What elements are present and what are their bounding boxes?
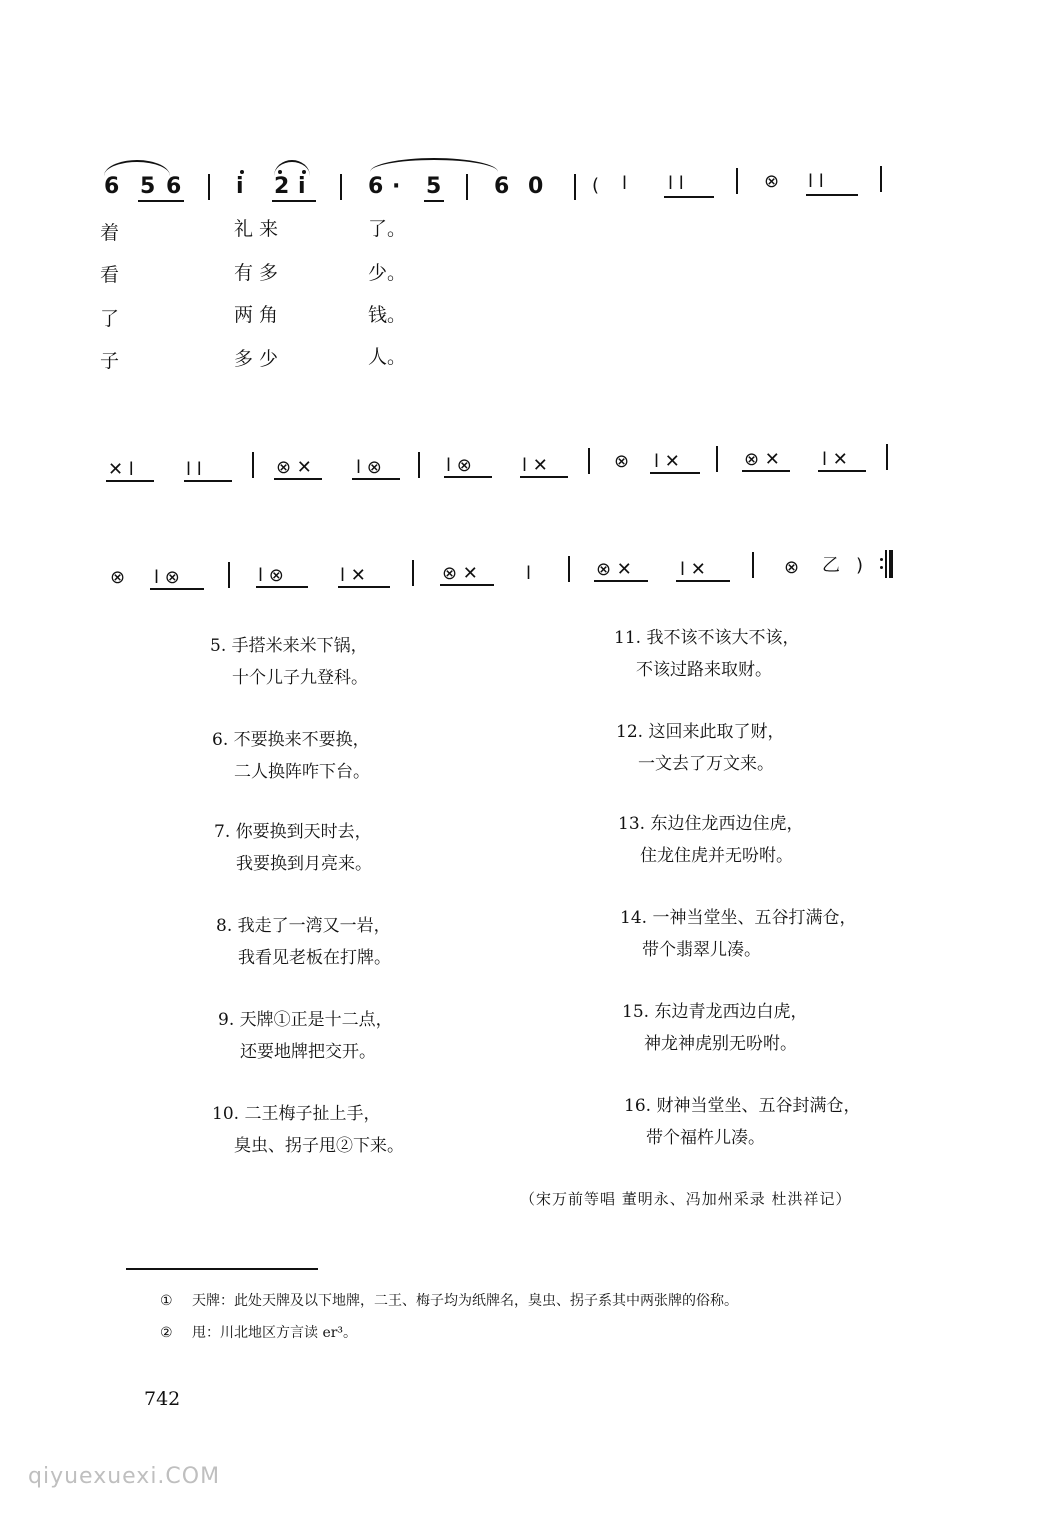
perc-mark: ✕ l <box>108 459 134 480</box>
perc-mark: l ⊗ <box>446 455 472 476</box>
underline <box>444 476 492 478</box>
underline <box>806 194 858 196</box>
underline <box>272 200 316 202</box>
note: 5 <box>140 174 156 199</box>
paren-close: ) <box>856 555 864 576</box>
lyric-char: 子 <box>100 350 120 372</box>
verse-line: 不该过路来取财。 <box>636 660 772 680</box>
paren-open: ( <box>592 175 600 196</box>
verse <box>614 622 799 686</box>
verse-line: 14. 一神当堂坐、五谷打满仓， <box>620 908 857 928</box>
verse-line: 带个福杵儿凑。 <box>646 1128 765 1148</box>
footnote <box>160 1322 357 1342</box>
slur <box>370 158 498 172</box>
barline <box>418 452 420 478</box>
barline <box>752 552 754 578</box>
footnote-number: ② <box>160 1325 173 1341</box>
note: i <box>298 174 306 199</box>
perc-mark: ⊗ ✕ <box>276 457 312 478</box>
verse-line: 9. 天牌①正是十二点， <box>218 1010 393 1030</box>
verse-line: 15. 东边青龙西边白虎， <box>622 1002 808 1022</box>
lyric-char: 看 <box>100 264 120 286</box>
lyric-char: 人。 <box>368 346 407 368</box>
note: 0 <box>528 174 544 199</box>
perc-mark: ⊗ <box>764 171 780 192</box>
perc-mark: l l <box>186 459 202 480</box>
verse-line: 6. 不要换来不要换， <box>212 730 370 750</box>
underline <box>150 588 204 590</box>
high-dot <box>240 170 244 174</box>
note: 6 <box>368 174 384 199</box>
verse-line: 11. 我不该不该大不该， <box>614 628 800 648</box>
note: 5 <box>426 174 442 199</box>
perc-mark: l l <box>668 173 684 194</box>
lyric-char: 少。 <box>368 262 407 284</box>
perc-mark: l ✕ <box>654 451 680 472</box>
barline <box>412 560 414 586</box>
underline <box>818 470 866 472</box>
underline <box>664 196 714 198</box>
note: 6 <box>166 174 182 199</box>
perc-mark: ⊗ ✕ <box>442 563 478 584</box>
barline <box>252 452 254 478</box>
high-dot <box>302 170 306 174</box>
verse <box>212 1098 404 1162</box>
verse <box>210 630 368 694</box>
perc-mark: l ⊗ <box>258 565 284 586</box>
perc-mark: l <box>622 173 628 194</box>
final-barline <box>880 550 894 578</box>
verse <box>624 1090 860 1154</box>
footnote-text: 甩：川北地区方言读 er³。 <box>192 1325 358 1341</box>
perc-mark: l ✕ <box>340 565 366 586</box>
underline <box>520 476 568 478</box>
verse <box>620 902 856 966</box>
barline <box>574 174 576 200</box>
underline <box>440 584 494 586</box>
underline <box>352 478 400 480</box>
barline <box>588 448 590 474</box>
underline <box>274 478 322 480</box>
verse-line: 13. 东边住龙西边住虎， <box>618 814 804 834</box>
verse-line: 带个翡翠儿凑。 <box>642 940 761 960</box>
perc-mark: l ✕ <box>522 455 548 476</box>
verse-line: 一文去了万文来。 <box>638 754 774 774</box>
verse-line: 我看见老板在打牌。 <box>238 948 391 968</box>
barline <box>466 174 468 200</box>
underline <box>594 580 648 582</box>
watermark: qiyuexuexi.COM <box>28 1464 221 1489</box>
lyric-char: 钱。 <box>368 304 407 326</box>
verse-line: 5. 手搭米来米下锅， <box>210 636 368 656</box>
footnote-number: ① <box>160 1293 173 1309</box>
verse <box>216 910 391 974</box>
note: i <box>236 174 244 199</box>
high-dot <box>278 170 282 174</box>
verse-line: 我要换到月亮来。 <box>236 854 372 874</box>
underline <box>256 586 308 588</box>
verse <box>622 996 807 1060</box>
perc-mark: ⊗ <box>784 557 800 578</box>
note: 6 <box>494 174 510 199</box>
note: · <box>392 174 401 199</box>
barline <box>208 174 210 200</box>
verse-line: 神龙神虎别无吩咐。 <box>644 1034 797 1054</box>
perc-mark: l <box>526 563 532 584</box>
underline <box>424 200 444 202</box>
lyric-char: 着 <box>100 222 120 244</box>
underline <box>138 200 184 202</box>
note: 2 <box>274 174 290 199</box>
verse-line: 8. 我走了一湾又一岩， <box>216 916 391 936</box>
verse-line: 臭虫、拐子甩②下来。 <box>234 1136 404 1156</box>
perc-mark: l l <box>808 171 824 192</box>
perc-mark: ⊗ ✕ <box>596 559 632 580</box>
verse-line: 住龙住虎并无吩咐。 <box>640 846 793 866</box>
underline <box>650 472 700 474</box>
barline <box>886 444 888 470</box>
underline <box>742 470 790 472</box>
perc-mark: ⊗ <box>614 451 630 472</box>
underline <box>184 480 232 482</box>
barline <box>340 174 342 200</box>
page-number: 742 <box>144 1388 181 1410</box>
verse-line: 二人换阵咋下台。 <box>234 762 370 782</box>
barline <box>716 446 718 472</box>
verse <box>616 716 784 780</box>
footnote <box>160 1290 738 1310</box>
note: 6 <box>104 174 120 199</box>
underline <box>676 580 730 582</box>
lyric-chars: 两 角 <box>234 304 279 326</box>
footnote-text: 天牌：此处天牌及以下地牌，二王、梅子均为纸牌名，臭虫、拐子系其中两张牌的俗称。 <box>192 1293 738 1309</box>
underline <box>338 586 390 588</box>
perc-mark: 乙 <box>822 555 840 576</box>
barline <box>568 556 570 582</box>
verse <box>214 816 372 880</box>
verse-line: 十个儿子九登科。 <box>232 668 368 688</box>
barline <box>880 166 882 192</box>
verse-line: 还要地牌把交开。 <box>240 1042 376 1062</box>
lyric-char: 了 <box>100 308 120 330</box>
perc-mark: ⊗ <box>110 567 126 588</box>
verse <box>218 1004 393 1068</box>
verse-line: 7. 你要换到天时去， <box>214 822 372 842</box>
perc-mark: ⊗ ✕ <box>744 449 780 470</box>
verse-line: 12. 这回来此取了财， <box>616 722 785 742</box>
verse-line: 10. 二王梅子扯上手， <box>212 1104 381 1124</box>
credit-line: （宋万前等唱 董明永、冯加州采录 杜洪祥记） <box>520 1190 852 1208</box>
lyric-chars: 多 少 <box>234 348 279 370</box>
lyric-char: 了。 <box>368 218 407 240</box>
perc-mark: l ⊗ <box>356 457 382 478</box>
footnote-divider <box>126 1268 318 1270</box>
verse <box>618 808 803 872</box>
perc-mark: l ✕ <box>680 559 706 580</box>
verse <box>212 724 370 788</box>
perc-mark: l ✕ <box>822 449 848 470</box>
verse-line: 16. 财神当堂坐、五谷封满仓， <box>624 1096 861 1116</box>
lyric-chars: 有 多 <box>234 262 279 284</box>
barline <box>736 168 738 194</box>
underline <box>106 480 154 482</box>
lyric-chars: 礼 来 <box>234 218 279 240</box>
perc-mark: l ⊗ <box>154 567 180 588</box>
barline <box>228 562 230 588</box>
